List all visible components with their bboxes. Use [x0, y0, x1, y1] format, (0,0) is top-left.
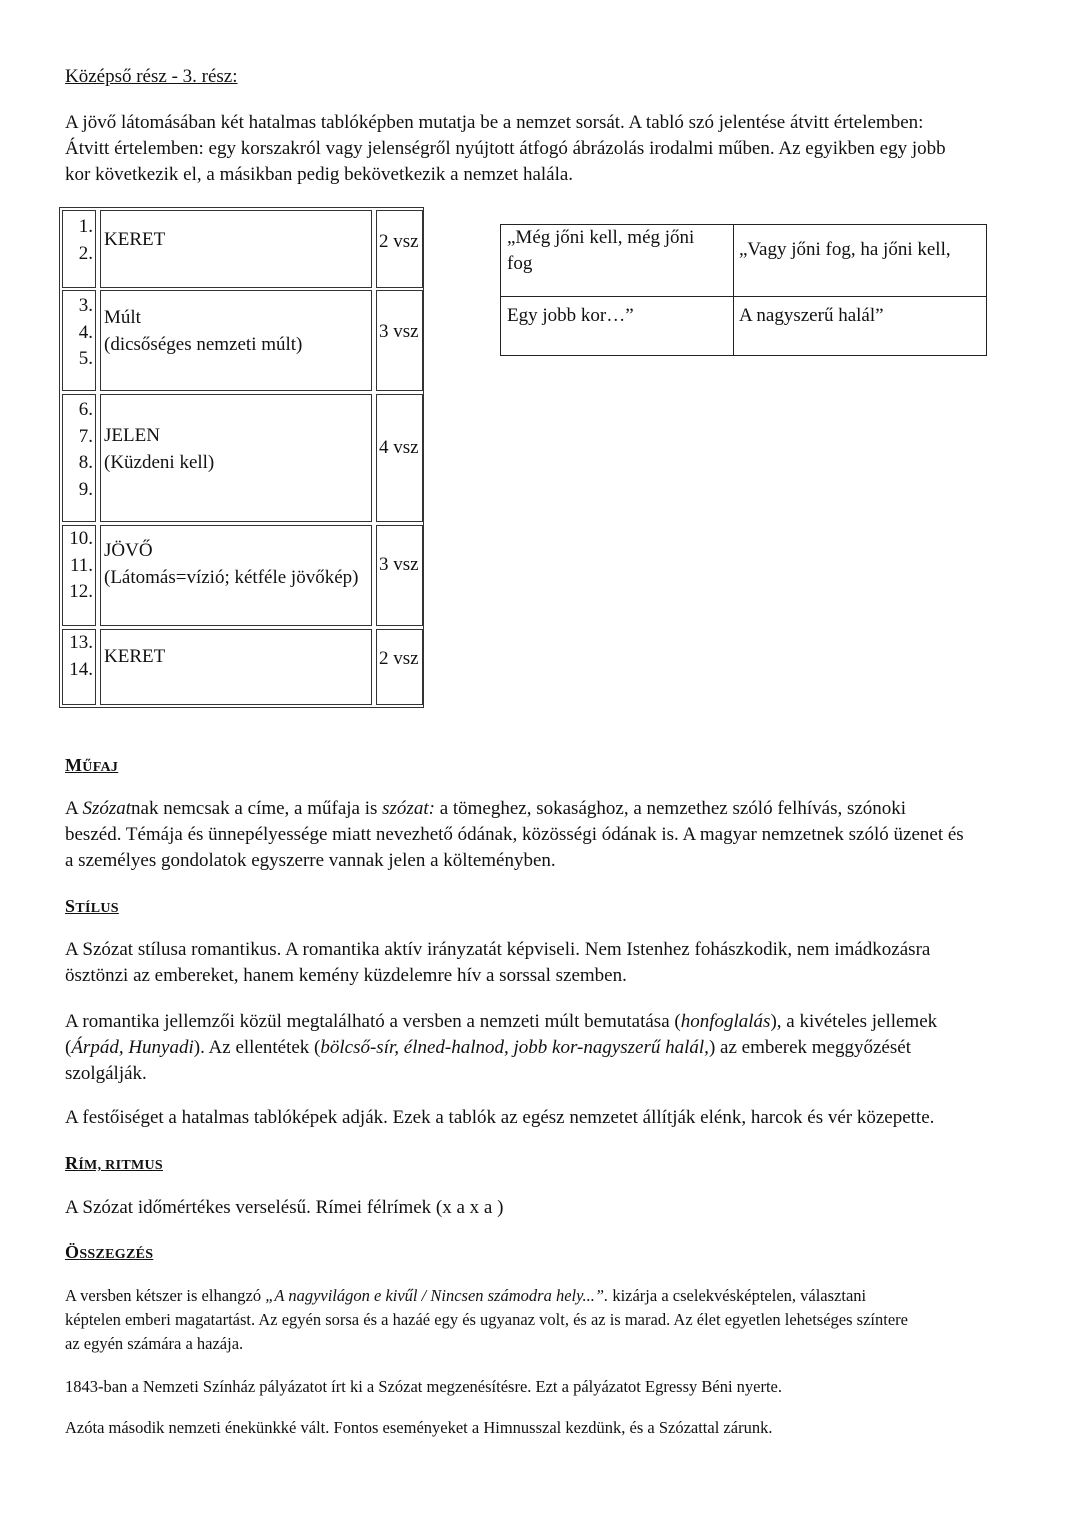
row-count-cell: [376, 394, 423, 522]
quote-line: „Még jőni kell, még jőni: [507, 227, 695, 248]
rim-paragraph: A Szózat időmértékes verselésű. Rímei félrímek (x a x a ): [65, 1197, 504, 1218]
row-title: KERET: [104, 229, 166, 250]
table-row: [62, 629, 423, 705]
row-subtitle: (Küzdeni kell): [104, 451, 215, 473]
table-divider: [501, 296, 986, 297]
verse-number: 8.: [78, 452, 93, 473]
stilus-paragraph-1: A Szózat stílusa romantikus. A romantika aktív irányzatát képviseli. Nem Istenhez fohászkodik, nem imádkozásra ösztönzi az embereket, hanem kemény küzdelemre hív a sorssal szemben.: [65, 939, 931, 986]
row-numbers-cell: [62, 290, 96, 391]
row-numbers-cell: [62, 210, 96, 288]
stilus-paragraph-3: A festőiséget a hatalmas tablóképek adják. Ezek a tablók az egész nemzetet állítják elénk, harcok és vér közepette.: [65, 1107, 935, 1128]
table-row: [62, 210, 423, 288]
verse-number: 1.: [78, 216, 93, 237]
osszegzes-paragraph-2: 1843-ban a Nemzeti Színház pályázatot írt ki a Szózat megzenésítésre. Ezt a pályázatot Egressy Béni nyerte.: [65, 1377, 783, 1396]
quote-cell: [507, 225, 694, 277]
verse-number: 10.: [69, 528, 93, 549]
verse-number: 3.: [78, 295, 93, 316]
osszegzes-paragraph-3: Azóta második nemzeti énekünkké vált. Fontos eseményeket a Himnusszal kezdünk, és a Szózattal zárunk.: [65, 1418, 773, 1437]
verse-count: 3 vsz: [379, 554, 419, 575]
row-subtitle: (Látomás=vízió; kétféle jövőkép): [104, 566, 359, 588]
intro-line-3: kor következik el, a másikban pedig bekövetkezik a nemzet halála.: [65, 164, 574, 185]
intro-line-1: A jövő látomásában két hatalmas tablóképben mutatja be a nemzet sorsát. A tabló szó jelentése átvitt értelemben:: [65, 112, 924, 133]
section-title-stilus: STÍLUS: [65, 896, 119, 916]
table-row: [62, 394, 423, 522]
verse-number: 4.: [78, 321, 93, 343]
row-count-cell: [376, 525, 423, 626]
row-subtitle: (dicsőséges nemzeti múlt): [104, 333, 303, 355]
quote-cell: Egy jobb kor…”: [507, 305, 634, 326]
verse-number: 13.: [69, 632, 93, 653]
quote-cell: „Vagy jőni fog, ha jőni kell,: [739, 239, 951, 260]
row-numbers-cell: [62, 629, 96, 705]
verse-number: 2.: [78, 242, 93, 264]
row-count-cell: [376, 629, 423, 705]
table-row: [62, 290, 423, 391]
row-title-cell: [100, 629, 372, 705]
row-numbers-cell: [62, 394, 96, 522]
verse-number: 5.: [78, 348, 93, 369]
row-title: KERET: [104, 646, 166, 667]
row-title: JELEN: [104, 425, 160, 446]
row-title: Múlt: [104, 307, 141, 328]
section-title-osszegzes: ÖSSZEGZÉS: [65, 1242, 154, 1262]
row-numbers-cell: [62, 525, 96, 626]
verse-count: 2 vsz: [379, 231, 419, 252]
osszegzes-paragraph-1: A versben kétszer is elhangzó „A nagyvilágon e kivűl / Nincsen számodra hely...”. kizárja a cselekvésképtelen, választani képtelen emberi magatartást. Az egyén sorsa és a hazáé egy és ugyanaz volt, és az is marad. Az élet egyetlen lehetséges színtere az egyén számára a hazája.: [65, 1286, 908, 1353]
section-title-rim: RÍM, RITMUS: [65, 1153, 163, 1173]
mufaj-paragraph: A Szózatnak nemcsak a címe, a műfaja is szózat: a tömeghez, sokasághoz, a nemzethez szóló felhívás, szónoki beszéd. Témája és ünnepélyessége miatt nevezhető ódának, közösségi ódának is. A magyar nemzetnek szóló üzenet és a személyes gondolatok egyszerre vannak jelen a költeményben.: [65, 798, 964, 871]
verse-count: 4 vsz: [379, 437, 419, 458]
quote-line: fog: [507, 253, 533, 274]
structure-table: [59, 207, 424, 708]
row-count-cell: [376, 210, 423, 288]
row-title-cell: [100, 525, 372, 626]
verse-count: 3 vsz: [379, 321, 419, 342]
section-title-mufaj: MŰFAJ: [65, 755, 119, 775]
table-row: [62, 525, 423, 626]
verse-number: 14.: [69, 658, 93, 680]
section-heading: Középső rész - 3. rész:: [65, 66, 238, 87]
verse-count: 2 vsz: [379, 648, 419, 669]
verse-number: 7.: [78, 425, 93, 447]
quote-cell: A nagyszerű halál”: [739, 305, 884, 326]
stilus-paragraph-2: A romantika jellemzői közül megtalálható a versben a nemzeti múlt bemutatása (honfoglalás), a kivételes jellemek (Árpád, Hunyadi). Az ellentétek (bölcső-sír, élned-halnod, jobb kor-nagyszerű halál,) az emberek meggyőzését szolgálják.: [65, 1011, 938, 1084]
verse-number: 6.: [78, 399, 93, 420]
verse-number: 12.: [69, 581, 93, 602]
table-divider: [733, 225, 734, 355]
row-title: JÖVŐ: [104, 540, 153, 561]
row-title-cell: [100, 290, 372, 391]
intro-paragraph: [65, 110, 1020, 188]
quote-table: [500, 224, 987, 356]
verse-number: 11.: [69, 554, 93, 576]
row-title-cell: [100, 210, 372, 288]
intro-line-2: Átvitt értelemben: egy korszakról vagy jelenségről nyújtott átfogó ábrázolás irodalmi műben. Az egyikben egy jobb: [65, 138, 946, 159]
row-count-cell: [376, 290, 423, 391]
row-title-cell: [100, 394, 372, 522]
verse-number: 9.: [78, 478, 93, 500]
